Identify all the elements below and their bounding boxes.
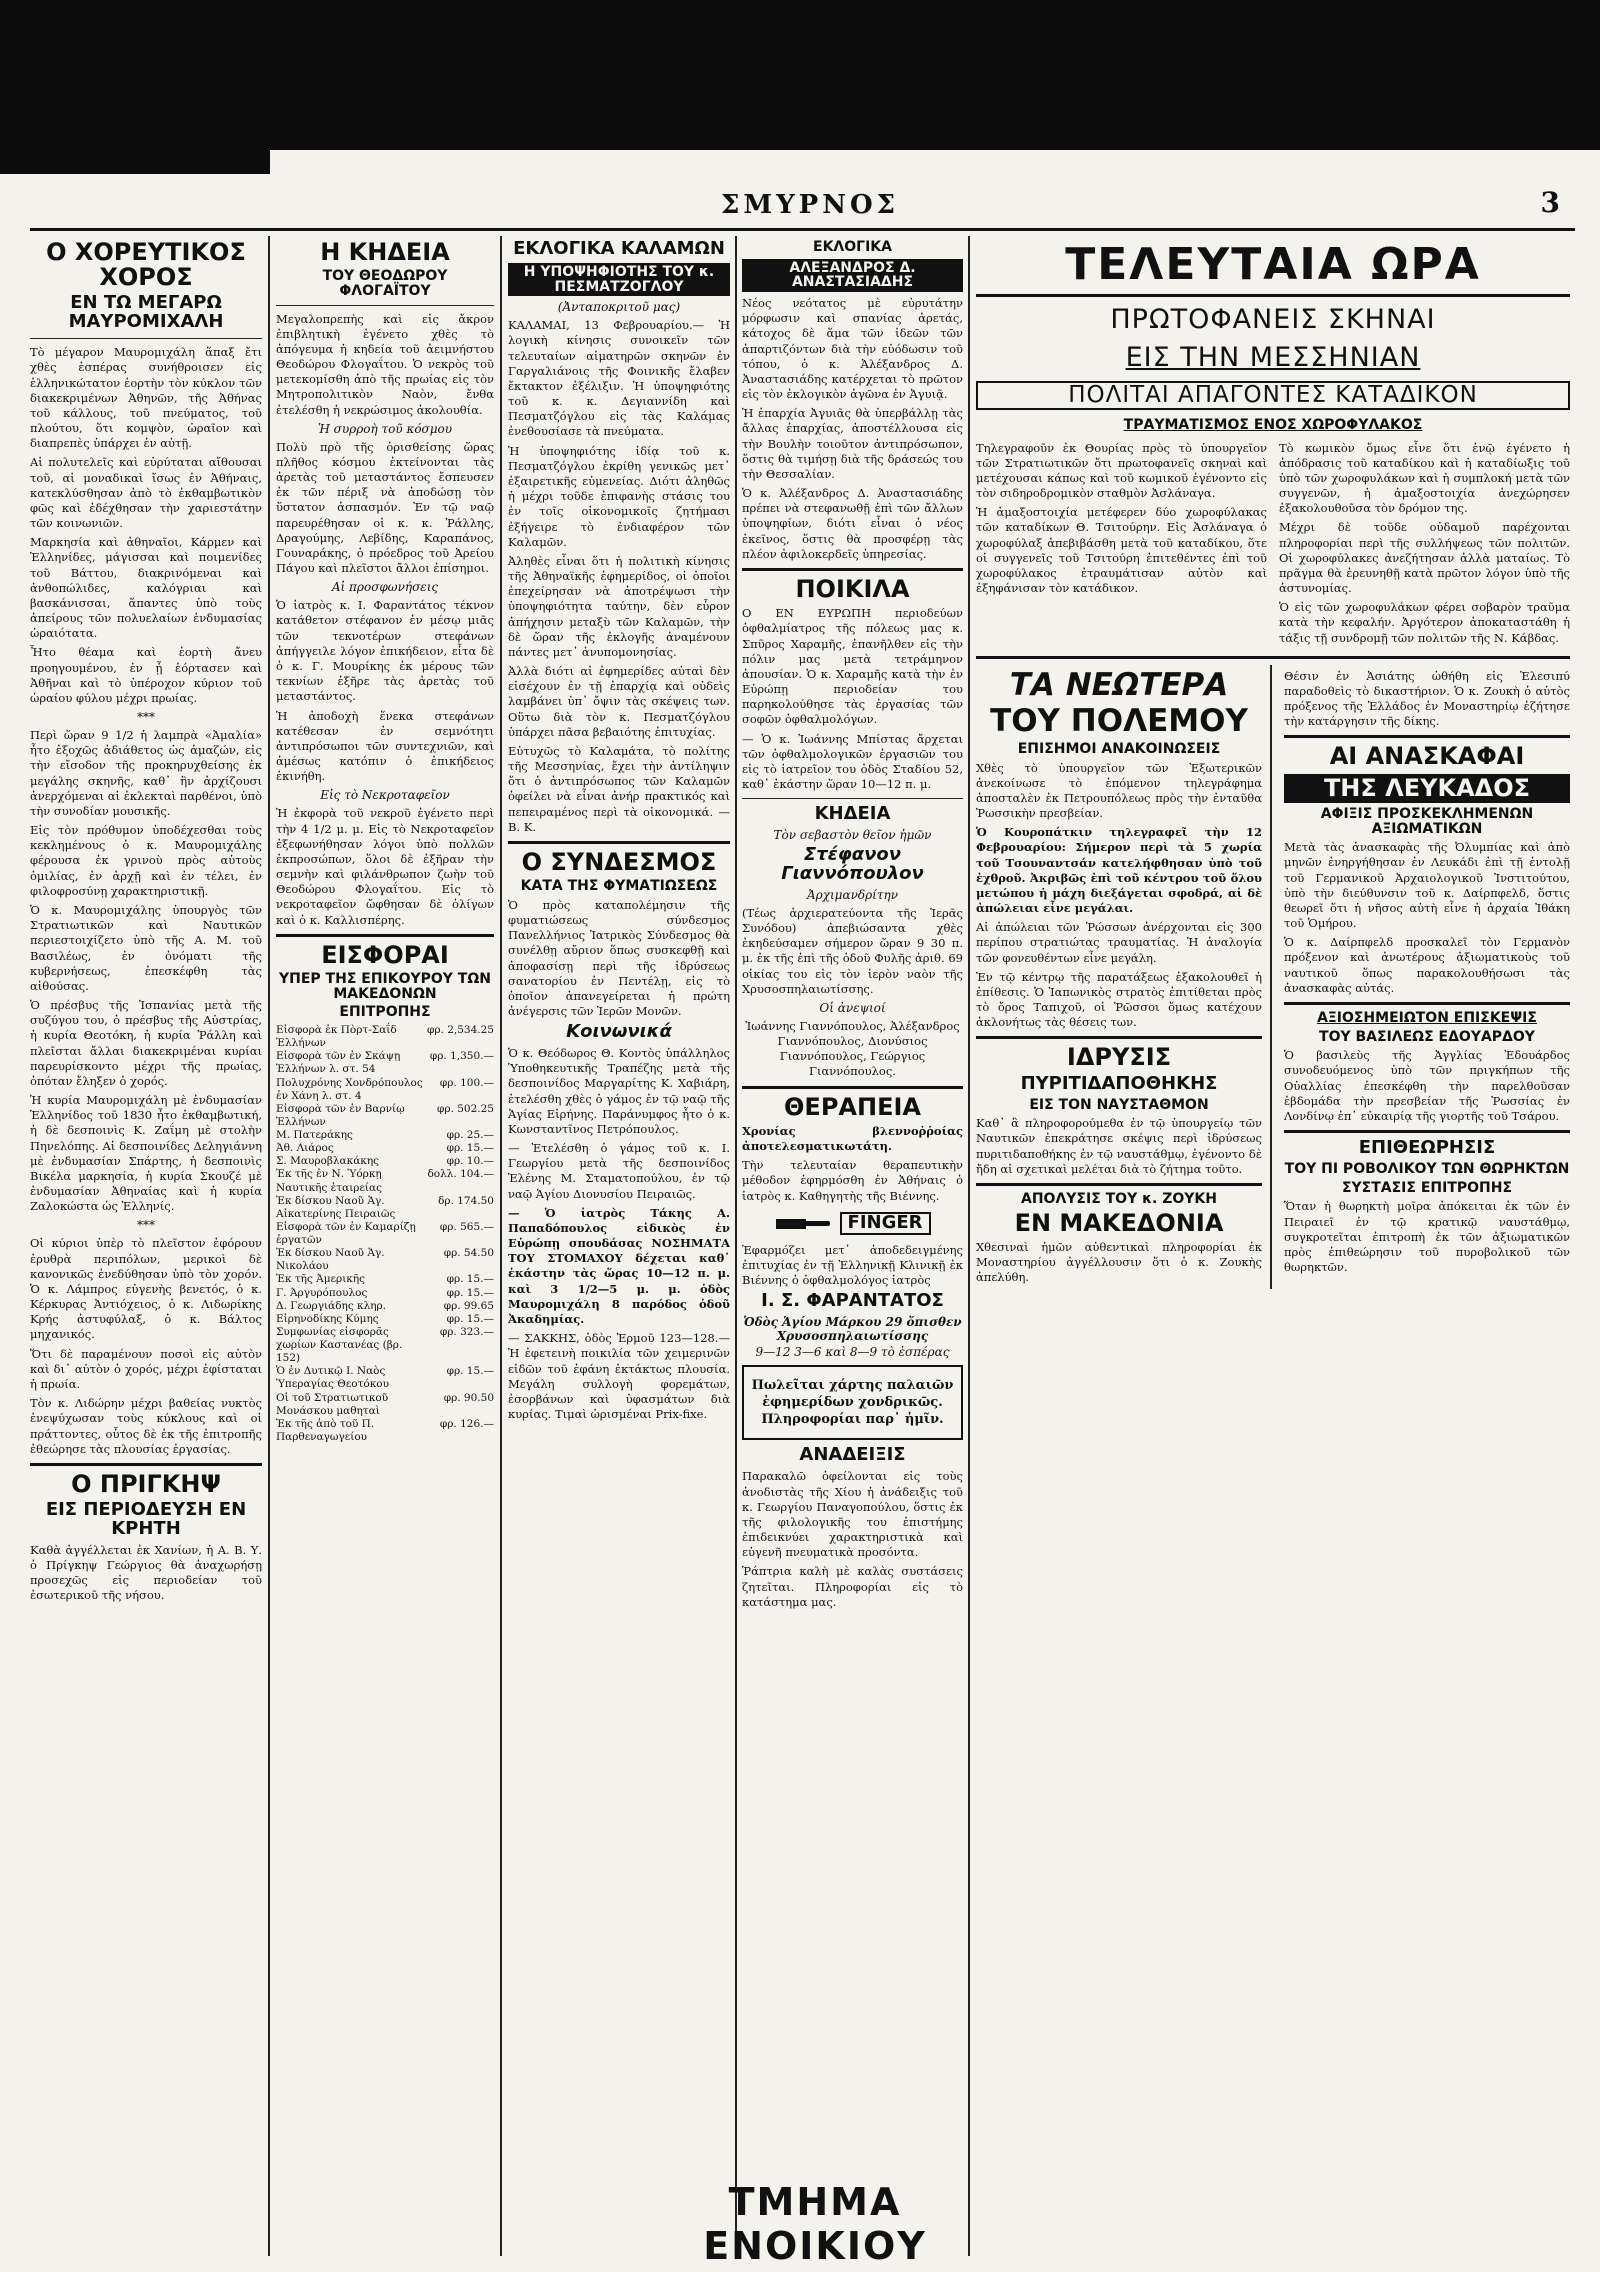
article-paragraph: — Ἐτελέσθη ὁ γάμος τοῦ κ. Ι. Γεωργίου μετὰ τῆς δεσποινίδος Ἑλένης Μ. Σταματοπούλου, ἐν τῷ ναῷ Ἁγίου Διονυσίου Πειραιῶς. [508, 1141, 730, 1201]
contribution-label: Εἰσφορὰ τῶν ἐν Βαρνίῳ Ἑλλήνων [276, 1102, 405, 1128]
column-5 [976, 236, 1570, 2261]
funeral-headline: ΚΗΔΕΙΑ [814, 803, 891, 825]
article-paragraph: Ἦτο θέαμα καὶ ἑορτὴ ἄνευ προηγουμένου, ἐν ᾗ ἑόρτασεν καὶ Ἀθῆναι καὶ τὸ ὑπέροχον κύριον τοῦ ὡραίου φύλου μέχρι πρωίας. [30, 645, 262, 705]
contribution-row [276, 1168, 494, 1194]
article-paragraph: Τηλεγραφοῦν ἐκ Θουρίας πρὸς τὸ ὑπουργεῖον τῶν Στρατιωτικῶν ὅτι πρωτοφανεῖς σκηναὶ καὶ μετέχουσαι κάπως καὶ τοῦ κωμικοῦ ἐγένοντο εἰς τὸν σιδηροδρομικὸν σταθμὸν Ἀσλάναγα. [976, 440, 1267, 501]
divider [742, 568, 963, 571]
contribution-label: Συμφωνίας εἰσφορᾶς χωρίων Καστανέας (βρ. 152) [276, 1325, 403, 1365]
contribution-row [276, 1155, 494, 1168]
article-headline: ΑΞΙΟΣΗΜΕΙΩΤΟΝ ΕΠΙΣΚΕΨΙΣ [1317, 1009, 1537, 1026]
shop-notice: — ΣΑΚΚΗΣ, ὁδὸς Ἑρμοῦ 123—128.— Ἡ ἐφετεινὴ ποικιλία τῶν χειμερινῶν εἰδῶν τοῦ ἐφάνη ἐκτάκτως πλουσία. Μεγάλη συλλογὴ φορεμάτων, ἐσορβάνων καὶ ὑφασμάτων διὰ κυρίας. Τιμαὶ ὡρισμέναι Prix-fixe. [508, 1331, 730, 1422]
contribution-amount: φρ. 25.— [446, 1129, 494, 1141]
scan-black-header-band [0, 0, 1600, 150]
doctor-address: Ὁδὸς Ἁγίου Μάρκου 29 ὄπισθεν Χρυσοσπηλαιωτίσσης [743, 1314, 962, 1343]
article-subheadline: ΤΡΑΥΜΑΤΙΣΜΟΣ ΕΝΟΣ ΧΩΡΟΦΥΛΑΚΟΣ [1123, 416, 1423, 433]
therapy-subheadline: Χρονίας βλεννοῤῥοίας ἀποτελεσματικωτάτη. [742, 1123, 963, 1153]
contribution-row [276, 1300, 494, 1313]
article-subheadline: ΤΟΥ ΘΕΟΔΩΡΟΥ ΦΛΟΓΑΪΤΟΥ [322, 268, 448, 299]
contribution-label: Ἐκ τῆς ἀπὸ τοῦ Π. Παρθεναγωγείου [276, 1417, 375, 1443]
article-subheadline: ΤΟΥ ΠΙ ΡΟΒΟΛΙΚΟΥ ΤΩΝ ΘΩΡΗΚΤΩΝ [1284, 1161, 1570, 1178]
article-subheadline: ΕΙΣ ΤΟΝ ΝΑΥΣΤΑΘΜΟΝ [1029, 1096, 1209, 1113]
last-hour-headline: ΤΕΛΕΥΤΑΙΑ ΩΡΑ [1065, 239, 1481, 290]
article-paragraph: Ὁ Κουροπάτκιν τηλεγραφεῖ τὴν 12 Φεβρουαρίου: Σήμερον περὶ τὰ 5 χωρία τοῦ Τσουναντσάν κατελήφθησαν ὑπὸ τοῦ ἐχθροῦ. Ἀκριβῶς ἐπὶ τοῦ κέντρου τοῦ ὅλου μετώπου ἡ μάχη διεξάγεται σφοδρά, αἱ δὲ ἀπώλειαι εἶνε μεγάλαι. [976, 825, 1262, 916]
article-paragraph: Καθ᾽ ἃ πληροφορούμεθα ἐν τῷ ὑπουργείῳ τῶν Ναυτικῶν ἐπεκράτησε σκέψις περὶ ἱδρύσεως πυριτιδαποθήκης ἐν τῷ ναυστάθμῳ, ἐγένοντο δὲ ἤδη αἱ σχετικαὶ μελέται διὰ τὸ ζήτημα τοῦτο. [976, 1116, 1262, 1176]
article-paragraph: Τὸ μέγαρον Μαυρομιχάλη ἅπαξ ἔτι χθὲς ἑσπέρας συνήθροισεν εἰς ἑλληνικώτατον ἑορτὴν τὸν κύκλον τῶν διακεκριμένων Ἀθηνῶν, τῆς Ἀθήνας τοῦ κάλλους, τοῦ πνεύματος, τοῦ πλούτου, ὅτι κομψὸν, ὡραῖον καὶ διαπρεπὲς ὑπάρχει ἐν αὐτῇ. [30, 345, 262, 451]
article-paragraph: Ὁ πρέσβυς τῆς Ἰσπανίας μετὰ τῆς συζύγου του, ὁ πρέσβυς τῆς Αὐστρίας, ἡ κυρία Θεοτόκη, ἡ κυρία Ῥάλλη καὶ πλεῖσται ἄλλαι διακεκριμέναι κυρίαι παρευρίσκοντο μέχρι τῆς πρωίας, ὁπόταν ἔληξεν ὁ χορός. [30, 998, 262, 1088]
last-hour-left-column [976, 437, 1267, 650]
last-hour-right-column [1279, 437, 1570, 650]
rental-section-headline: ΤΜΗΜΑ ΕΝΟΙΚΙΟΥ [703, 2180, 927, 2268]
contribution-label: Πολυχρόνης Χονδρόπουλος ἐν Χάνη λ. στ. 4 [276, 1076, 423, 1102]
article-headline: ΕΠΙΘΕΩΡΗΣΙΣ [1358, 1137, 1496, 1159]
article-headline: Ο ΣΥΝΔΕΣΜΟΣ [521, 847, 717, 876]
last-hour-article-columns [976, 437, 1570, 650]
war-headline: ΤΟΥ ΠΟΛΕΜΟΥ [990, 703, 1248, 740]
article-subheadline: ΑΛΕΞΑΝΔΡΟΣ Δ. ΑΝΑΣΤΑΣΙΑΔΗΣ [742, 259, 963, 292]
divider [1284, 735, 1570, 738]
contribution-label: Ἀθ. Λιάρος [276, 1142, 334, 1155]
column-4 [742, 236, 963, 2261]
column-divider [735, 236, 737, 2256]
contribution-amount: φρ. 15.— [446, 1286, 494, 1299]
doctor-hours: 9—12 3—6 καὶ 8—9 τὸ ἑσπέρας [755, 1344, 950, 1359]
article-paragraph: Μαρκησία καὶ ἀθηναῖοι, Κάρμεν καὶ Ἑλληνίδες, μάγισσαι καὶ ποιμενίδες τοῦ Βάττου, διακρινόμεναι καὶ ἀνθοπώλιδες, καλόγριαι καὶ βασκάνισσαι, ἅπαντες ὑπὸ τοὺς ἀπείρους τῶν πολυελαίων ἐνδυμασίας ὠραιότατα. [30, 535, 262, 641]
contribution-amount: φρ. 90.50 [443, 1391, 494, 1404]
article-headline: ΠΟΙΚΙΛΑ [795, 574, 910, 603]
section-stars: *** [137, 710, 155, 725]
contribution-amount: φρ. 15.— [446, 1365, 494, 1378]
column-2 [276, 236, 494, 2261]
contribution-amount: δολλ. 104.— [427, 1168, 494, 1181]
contribution-amount: δρ. 174.50 [438, 1194, 494, 1207]
article-paragraph: Ὁ κ. Θεόδωρος Θ. Κοντὸς ὑπάλληλος Ὑποθηκευτικῆς Τραπέζης μετὰ τῆς δεσποινίδος Μαργαρίτης Κ. Χαβιάρη, ἐτελέσθη χθὲς ὁ γάμος ἐν τῷ ναῷ τῆς Ἁγίας Εἰρήνης. Παράνυμφος ἦτο ὁ κ. Κωνσταντῖνος Πετρόπουλος. [508, 1046, 730, 1136]
article-paragraph: Εὐτυχῶς τὸ Καλαμάτα, τὸ πολίτης τῆς Μεσσηνίας, ἔχει τὴν ἀντίληψιν ὅτι ὁ ἀντιπρόσωπος τῶν Καλαμῶν ὀφείλει νὰ εἶναι ἀνήρ πρακτικός καὶ πεπειραμένος περὶ τὰ οἰκονομικά. — Β. Κ. [508, 743, 730, 834]
section-subhead: Αἱ προσφωνήσεις [331, 580, 439, 595]
contribution-label: Ἐκ δίσκου Ναοῦ Ἁγ. Αἰκατερίνης Πειραιῶς [276, 1194, 396, 1220]
contribution-row [276, 1247, 494, 1273]
article-paragraph: Ὁ πρὸς καταπολέμησιν τῆς φυματιώσεως σύνδεσμος Πανελλήνιος Ἰατρικὸς Σύνδεσμος θὰ συνέλθῃ αὔριον ὅπως συσκεφθῇ καὶ ἀποφασίσῃ περὶ τῆς ἱδρύσεως σανατορίου ἐν Πεντέλῃ, εἰς τὸ ὁποῖον ἀπανεγείρεται ἡ πρώτη ἀνέγερσις τῶν Ἱερῶν Μονῶν. [508, 897, 730, 1019]
article-headline: Η ΚΗΔΕΙΑ [320, 238, 450, 266]
article-subheadline: ΕΝ ΜΑΚΕΔΟΝΙΑ [1014, 1208, 1224, 1237]
article-paragraph: Τὸν κ. Λιδώρην μέχρι βαθείας νυκτὸς ἐνεψύχωσαν τοὺς κύκλους καὶ οἱ πράττοντες, οὗτος δὲ ἐκ τῆς ἐπιτροπῆς ἐθεώρησε τὰς πλουσίας ἐργασίας. [30, 1396, 262, 1456]
contribution-amount: φρ. 10.— [446, 1155, 494, 1168]
contribution-label: Ἐκ τῆς Ἀμερικῆς [276, 1273, 366, 1286]
article-headline: ΑΙ ΑΝΑΣΚΑΦΑΙ [1329, 742, 1525, 771]
contribution-row [276, 1050, 494, 1076]
divider [30, 1463, 262, 1466]
contribution-label: Σ. Μαυροβλακάκης [276, 1155, 380, 1168]
article-subheadline: ΤΗΣ ΛΕΥΚΑΔΟΣ [1284, 774, 1570, 803]
divider [976, 656, 1570, 659]
article-paragraph: Περὶ ὥραν 9 1/2 ἡ λαμπρὰ «Ἀμαλία» ἦτο ἐξοχῶς ἀδιάθετος ὡς ἀμαζών, εἰς τὴν εἴσοδον τῆς προκηρυχθείσης ἐκ μεγάλης σκηνῆς, καθ᾽ ἣν ἀρχίζουσι ἀνερχόμεναι αἱ ἐκλεκταὶ παρθένοι, ὑπὸ τὴν συνοδίαν μουσικῆς. [30, 728, 262, 818]
article-paragraph: Οἱ κύριοι ὑπὲρ τὸ πλεῖστον ἐφόρουν ἐρυθρὰ περιπόλων, μερικοὶ δὲ κανονικῶς ἐνεδύθησαν ὑπὸ τὸν χορόν. Ὁ κ. Λάμπρος εὐγενὴς βενετός, ὁ κ. Κέρκυρας Ἀντιόχειος, ὁ κ. Λιδωρίκης Κρής ἀστυφύλαξ, ὁ κ. Βάλτος μηχανικός. [30, 1236, 262, 1342]
article-paragraph: Αἱ ἀπώλειαι τῶν Ῥώσσων ἀνέρχονται εἰς 300 περίπου στρατιώτας τραυματίας. Ἡ ἀναλογία τῶν φονευθέντων εἶνε μεγάλη. [976, 920, 1262, 965]
article-subheadline: ΣΥΣΤΑΣΙΣ ΕΠΙΤΡΟΠΗΣ [1341, 1179, 1513, 1196]
section-subhead: Εἰς τὸ Νεκροταφεῖον [320, 788, 450, 803]
column-divider [268, 236, 270, 2256]
article-headline: Ο ΠΡΙΓΚΗΨ [71, 1469, 221, 1498]
contribution-label: Μ. Πατεράκης [276, 1129, 353, 1141]
page-number: 3 [1540, 186, 1560, 219]
headline-line: ΕΙΣ ΤΗΝ ΜΕΣΣΗΝΙΑΝ [1125, 341, 1421, 373]
contributions-table [276, 1024, 494, 1444]
contribution-row [276, 1418, 494, 1444]
lower-left-column [976, 665, 1272, 1290]
war-headline: ΤΑ ΝΕΩΤΕΡΑ [1009, 666, 1229, 703]
article-paragraph: Ἡ ἐκφορὰ τοῦ νεκροῦ ἐγένετο περὶ τὴν 4 1/2 μ. μ. Εἰς τὸ Νεκροταφεῖον ἐξεφωνήθησαν λόγοι ὑπὸ πολλῶν ἐκπροσώπων, ὅλοι δὲ ἐξῆραν τὴν σεμνὴν καὶ φιλάνθρωπον ζωὴν τοῦ Θεοδώρου Φλογαΐτου. Εἰς τὸ νεκροταφεῖον ὤφθησαν δὲ ὁλίγων καὶ ὁ κ. Καλλισπέρης. [276, 806, 494, 927]
article-headline: ΑΠΟΛΥΣΙΣ ΤΟΥ κ. ΖΟΥΚΗ [1021, 1190, 1217, 1207]
article-paragraph: Χθὲς τὸ ὑπουργεῖον τῶν Ἐξωτερικῶν ἀνεκοίνωσε τὸ ἑπόμενον τηλεγράφημα ἀποσταλὲν ἐκ Πετρουπόλεως πρὸς τὴν ἐνταῦθα Ῥωσσικὴν πρεσβείαν. [976, 760, 1262, 821]
lower-right-column [1284, 665, 1570, 1290]
divider [276, 934, 494, 937]
doctor-name: Ι. Σ. ΦΑΡΑΝΤΑΤΟΣ [761, 1290, 944, 1312]
article-paragraph: Μετὰ τὰς ἀνασκαφὰς τῆς Ὀλυμπίας καὶ ἀπὸ μηνῶν ἐνηργήθησαν ἐν Λευκάδι ἐπὶ τῇ ἐντολῇ τοῦ Γερμανικοῦ Ἀρχαιολογικοῦ Ἰνστιτούτου, ὑπὸ τὴν διεύθυνσιν τοῦ κ. Δαίρπφελδ, ὅστις θεωρεῖ ὅτι ἡ νῆσος αὐτὴ εἶνε ἡ ἀρχαία Ἰθάκη τοῦ Ὁμήρου. [1284, 840, 1570, 931]
article-subheadline: ΚΑΤΑ ΤΗΣ ΦΥΜΑΤΙΩΣΕΩΣ [520, 878, 718, 895]
article-paragraph: Νέος νεότατος μὲ εὐρυτάτην μόρφωσιν καὶ σπανίας ἀρετάς, κάτοχος δὲ ἅμα τῶν ἰδεῶν τῶν ἀπαρτιζόντων διὰ τὴν εὐόδωσιν τοῦ τόπου, ὁ κ. Ἀλέξανδρος Δ. Ἀναστασιάδης κατέρχεται τὸ πρῶτον εἰς τὸν ἐκλογικὸν ἀγῶνα ἐν Ἀγυιᾷ. [742, 296, 963, 402]
article-paragraph: — Ὁ κ. Ἰωάννης Μπίστας ἄρχεται τῶν ὀφθαλμολογικῶν ἐργασιῶν του εἰς τὸ ἰατρεῖον του ὁδὸς Σταδίου 52, καθ᾽ ἑκάστην ὥραν 10—12 π. μ. [742, 731, 963, 792]
article-paragraph: Ὁ εἰς τῶν χωροφυλάκων φέρει σοβαρὸν τραῦμα κατὰ τὴν κεφαλήν. Ἀργότερον ἀποκαταστάθη ἡ τάξις τῇ συνδρομῇ τῶν πολιτῶν τῆς Ν. Κάβδας. [1279, 600, 1570, 645]
social-headline: Κοινωνικά [566, 1021, 672, 1043]
divider [976, 294, 1570, 297]
contribution-label: Ἐκ τῆς ἐν Ν. Ὑόρκῃ Ναυτικῆς ἑταιρείας [276, 1168, 383, 1194]
article-paragraph: Ἡ ἐπαρχία Ἀγυιᾶς θὰ ὑπερβάλλῃ τὰς ἄλλας ἐπαρχίας, ἀποστέλλουσα εἰς τὴν Βουλὴν τοιοῦτον ἀντιπρόσωπον, ὅστις θὰ τιμήσῃ διὰ τῆς δράσεώς του τὴν Θεσσαλίαν. [742, 406, 963, 481]
funeral-intro: Τὸν σεβαστὸν θεῖον ἡμῶν [773, 828, 932, 843]
article-subheadline: Η ΥΠΟΨΗΦΙΟΤΗΣ ΤΟΥ κ. ΠΕΣΜΑΤΖΟΓΛΟΥ [508, 263, 730, 296]
lower-columns [976, 665, 1570, 1290]
divider [976, 1183, 1262, 1186]
therapy-text: Τὴν τελευταίαν θεραπευτικὴν μέθοδον ἐφηρμόσθη ἐν Ἀθήναις ὁ ἰατρὸς κ. Καθηγητὴς τῆς Βιέννης. [742, 1158, 963, 1203]
article-paragraph: Ἡ κυρία Μαυρομιχάλη μὲ ἐνδυμασίαν Ἑλληνίδος τοῦ 1830 ἦτο ἐκθαμβωτική, ἡ δὲ δεσποινὶς Κ. Ζαΐμη μὲ στολὴν Πηνελόπης. Αἱ δεσποινίδες Δεληγιάννη μὲ ἐνδυμασίαν Σπάρτης, ἡ δεσποινὶς Βικέλα μαρκησία, ἡ κυρία Σκουζέ μὲ ἐνδυμασίαν Ἀθηναίας καὶ ἡ κυρία Ζαλοκώστα ὡς Ἑλληνίς. [30, 1093, 262, 1214]
divider [508, 841, 730, 844]
doctor-notice: — Ὁ ἰατρὸς Τάκης Α. Παπαδόπουλος εἰδικὸς ἐν Εὐρώπῃ σπουδάσας ΝΟΣΗΜΑΤΑ ΤΟΥ ΣΤΟΜΑΧΟΥ δέχεται καθ᾽ ἑκάστην τὰς ὥρας 10—12 π. μ. καὶ 3 1/2—5 μ. μ. ὁδὸς Μαυρομιχάλη 8 παρόδος ὁδοῦ Ἀκαδημίας. [508, 1205, 730, 1326]
contribution-amount: φρ. 1,350.— [429, 1050, 494, 1063]
column-1 [30, 236, 262, 2261]
article-paragraph: Μέχρι δὲ τοῦδε οὐδαμοῦ παρέχονται πληροφορίαι περὶ τῆς συλλήψεως τῶν πολιτῶν. Οἱ χωροφύλακες ἀνεζήτησαν ἀλλὰ ματαίως. Τὸ πρᾶγμα θὰ ἐρευνηθῇ κατὰ πρῶτον λόγον ὑπὸ τῆς ἀστυνομίας. [1279, 520, 1570, 596]
article-paragraph: Ἐν τῷ κέντρῳ τῆς παρατάξεως ἐξακολουθεῖ ἡ ἐπίθεσις. Ὁ Ἰαπωνικὸς στρατὸς ἐπιτίθεται πρὸς τὸ ὄρος Ταπιχοῦ, οἱ Ῥῶσσοι ὅμως κατέχουν ἀκλονήτως τὰς θέσεις των. [976, 969, 1262, 1030]
contribution-row [276, 1365, 494, 1391]
article-paragraph: Ὅταν ἡ θωρηκτὴ μοῖρα ἀπόκειται ἐκ τῶν ἐν Πειραιεῖ ἐν τῷ κρατικῷ ναυστάθμῳ, συγκροτεῖται ἐπιτροπὴ ἐκ τῶν ἀξιωματικῶν πρὸς ἐπιθεώρησιν τοῦ πυροβολικοῦ τῶν θωρηκτῶν. [1284, 1199, 1570, 1275]
contribution-row [276, 1273, 494, 1286]
contribution-row [276, 1195, 494, 1221]
divider [30, 338, 262, 339]
article-paragraph: Ὅτι δὲ παραμένουν ποσοὶ εἰς αὐτὸν καὶ δι᾽ αὐτὸν ὁ χορός, μέχρι ἐφίσταται ἡ πρωία. [30, 1346, 262, 1391]
divider [1284, 1130, 1570, 1133]
section-subhead: Ἡ συρροὴ τοῦ κόσμου [317, 421, 453, 436]
section-stars: *** [137, 1218, 155, 1233]
contribution-amount: φρ. 100.— [439, 1076, 494, 1089]
article-paragraph: Ὁ κ. Μαυρομιχάλης ὑπουργὸς τῶν Στρατιωτικῶν καὶ Ναυτικῶν περιεστοιχίζετο ὑπὸ τῆς Α. Μ. τοῦ Βασιλέως, ἐν ὀνόματι τῆς κυβερνήσεως, ἐπεσκέφθη τὰς αἰθούσας. [30, 903, 262, 993]
contribution-row [276, 1103, 494, 1129]
contribution-row [276, 1392, 494, 1418]
divider [742, 1086, 963, 1089]
therapy-text: Ἐφαρμόζει μετ᾽ ἀποδεδειγμένης ἐπιτυχίας ἐν τῇ Ἑλληνικῇ Κλινικῇ ἐκ Βιέννης ὁ ὀφθαλμολόγος ἰατρὸς [742, 1242, 963, 1287]
article-paragraph: Ο ΕΝ ΕΥΡΩΠΗ περιοδεύων ὀφθαλμίατρος τῆς πόλεως μας κ. Σπῦρος Χαραμῆς, ἐπανῆλθεν εἰς τὴν πόλιν μας μετὰ τετράμηνον ἀπουσίαν. Ὁ κ. Χαραμῆς κατὰ τὴν ἐν Εὐρώπῃ περιοδείαν του παρηκολούθησε τὰς ἐργασίας τῶν σοφῶν ὀφθαλμολόγων. [742, 606, 963, 727]
contribution-label: Εἰσφορὰ τῶν ἐν Σκάψῃ Ἑλλήνων λ. στ. 54 [276, 1050, 401, 1076]
article-paragraph: ΚΑΛΑΜΑΙ, 13 Φεβρουαρίου.— Ἡ λογικὴ κίνησις συνοικεῖν τῶν τελευταίων αἱματηρῶν σκηνῶν ἐν Γαργαλιάνοις τῆς Φοινικῆς ἔλαβεν ἔκτακτον ἐξέλιξιν. Ἡ ὑποψηφιότης τοῦ κ. κ. Δεγιαννίδη καὶ Πεσματζόγλου εἰς τὰς Καλάμας ἐνεθουσίασε τὰ πνεύματα. [508, 318, 730, 439]
contributions-headline: ΕΙΣΦΟΡΑΙ [321, 940, 449, 969]
contribution-amount: φρ. 54.50 [443, 1247, 494, 1260]
contribution-label: Οἱ τοῦ Στρατιωτικοῦ Μονάσκου μαθηταὶ [276, 1391, 389, 1417]
headline-line: ΠΡΩΤΟΦΑΝΕΙΣ ΣΚΗΝΑΙ [1110, 304, 1436, 336]
funeral-role: Ἀρχιμανδρίτην [806, 887, 898, 902]
article-byline: (Ἀνταποκριτοῦ μας) [557, 300, 681, 315]
article-subheadline: ΠΥΡΙΤΙΔΑΠΟΘΗΚΗΣ [1020, 1072, 1218, 1094]
scan-black-edge [0, 150, 270, 174]
article-paragraph: Ὁ βασιλεὺς τῆς Ἀγγλίας Ἐδουάρδος συνοδευόμενος ὑπὸ τῶν πριγκήπων τῆς Οὐαλλίας ἐπεσκέφθη τὴν παρελθοῦσαν ἑβδομάδα τὴν πρεσβείαν τῆς Ῥωσσίας ἐν Λονδίνῳ ἐπ᾽ εὐκαιρίᾳ τῆς γιορτῆς τοῦ Τσάρου. [1284, 1048, 1570, 1123]
contribution-row [276, 1221, 494, 1247]
article-paragraph: Αἱ πολυτελεῖς καὶ εὐρύταται αἴθουσαι τοῦ, αἱ μοναδικαὶ ἴσως ἐν Ἀθήναις, κατεκλύσθησαν ἀπὸ τὸ ἐκθαμβωτικὸν φῶς καὶ ἐδέχθησαν τὴν χαριεστάτην τῶν κοινωνιῶν. [30, 455, 262, 531]
funeral-signers-title: Οἱ ἀνεψιοί [819, 1000, 886, 1015]
article-subheadline: ΕΝ ΤΩ ΜΕΓΑΡΩ ΜΑΥΡΟΜΙΧΑΛΗ [68, 292, 224, 333]
contribution-row [276, 1077, 494, 1103]
article-paragraph: Παρακαλῶ ὀφείλονται εἰς τοὺς ἀνοδιστὰς τῆς Χίου ἡ ἀνάδειξις τοῦ κ. Γεωργίου Παναγοπούλου, ὅστις ἐκ τῆς φιλολογικῆς του ἐπιστήμης ἐπιδεικνύει χαρακτηριστικὰ καὶ εὐγενῆ πνευματικὰ προσόντα. [742, 1469, 963, 1560]
contribution-amount: φρ. 99.65 [443, 1299, 494, 1312]
article-paragraph: Ὁ ἰατρὸς κ. Ι. Φαραντάτος τέκνον κατάθετον στέφανον ἐν μέσῳ μιᾶς τῶν τεκνοτέρων στεφάνων ἀπήγγειλε λόγον ἐπικήδειον, εἶτα δὲ ὁ κ. Γ. Μουρίκης ἐκ μέρους τῶν τεκνίων ἐξῆρε τὰς ἀρετὰς τοῦ μεταστάντος. [276, 598, 494, 704]
divider [742, 798, 963, 799]
article-paragraph: Ἀλλὰ διότι αἱ ἐφημερίδες αὐταὶ δὲν εἰσέχουν ἐν τῇ ἐπαρχίᾳ καὶ οὐδεὶς λαμβάνει ὑπ᾽ ὄψιν τὰς σκέψεις των. Οὕτω διὰ τὸν κ. Πεσματζόγλου ὑπάρχει πᾶσα βεβαιότης ἐπιτυχίας. [508, 664, 730, 739]
finger-ad-row [742, 1208, 963, 1239]
article-paragraph: Θέσιν ἐν Ἀσιάτης ὡθήθη εἰς Ἑλεσιπύ παραδοθεὶς τὸ δικαστήριον. Ὁ κ. Ζουκὴ ὁ αὐτὸς πρόξενος τῆς Ἑλλάδος ἐν Μοναστηρίῳ ἐζήτησε τὴν κατάργησιν τῆς δίκης. [1284, 668, 1570, 729]
article-paragraph: Χθεσιναὶ ἡμῶν αὐθεντικαὶ πληροφορίαι ἐκ Μοναστηρίου ἀγγέλλουσιν ὅτι ὁ κ. Ζουκὴς ἀπελύθη. [976, 1239, 1262, 1285]
article-paragraph: Ἡ ἀμαξοστοιχία μετέφερεν δύο χωροφύλακας τῶν καταδίκων Θ. Τσιτούρην. Εἰς Ἀσλάναγα ὁ χωροφύλαξ ἀπεβιβάσθη μετὰ τοῦ καταδίκου, ὅτε οἱ συγγενεῖς τοῦ Τσιτούρη ἐπιτεθέντες ἐπὶ τοῦ χωροφύλακος ἐτραυμάτισαν αὐτὸν καὶ ἐξηφάνισαν τὸν κατάδικον. [976, 505, 1267, 596]
newspaper-masthead: ΣΜΥΡΝΟΣ [720, 190, 900, 220]
article-subheadline: ΑΦΙΞΙΣ ΠΡΟΣΚΕΚΛΗΜΕΝΩΝ ΑΞΙΩΜΑΤΙΚΩΝ [1320, 805, 1534, 837]
masthead-rule [30, 228, 1575, 231]
contributions-subheadline: ΥΠΕΡ ΤΗΣ ΕΠΙΚΟΥΡΟΥ ΤΩΝ ΜΑΚΕΔΟΝΩΝ [279, 970, 491, 1002]
article-paragraph: Τὸ κωμικὸν ὅμως εἶνε ὅτι ἐνῷ ἐγένετο ἡ ἀπόδρασις τοῦ καταδίκου καὶ ἡ καταδίωξις τοῦ ὑπὸ τῶν χωροφυλάκων καὶ ἡ συμπλοκή μετὰ τῶν συγγενῶν, ἡ ἀμαξοστοιχία ἀνεχώρησεν ἐξακολουθοῦσα τὸν δρόμον της. [1279, 440, 1570, 516]
contribution-label: Ὁ ἐν Δυτικῷ Ι. Ναὸς Ὑπεραγίας Θεοτόκου [276, 1365, 390, 1391]
contribution-row [276, 1287, 494, 1300]
article-paragraph: Καθὰ ἀγγέλλεται ἐκ Χανίων, ἡ Α. Β. Υ. ὁ Πρίγκηψ Γεώργιος θὰ ἀναχωρήσῃ προσεχῶς εἰς περιοδείαν τοῦ ἐσωτερικοῦ τῆς νήσου. [30, 1542, 262, 1603]
article-paragraph: Ἡ ὑποψηφιότης ἰδίᾳ τοῦ κ. Πεσματζόγλου ἐκρίθη γενικῶς μετ᾽ ἐξαιρετικῆς εὐμενείας. Διότι ἀληθῶς ἡ μέχρι τοῦδε ἐπιφανὴς στάσις του ἐν τοῖς οἰκονομικοῖς ζητήμασι ἐξήγειρε τὸ ἐνδιαφέρον τῶν Καλαμῶν. [508, 443, 730, 549]
contributions-subheadline: ΕΠΙΤΡΟΠΗΣ [339, 1004, 431, 1021]
contribution-label: Δ. Γεωργιάδης κληρ. [276, 1299, 387, 1312]
paper-sale-ad [742, 1365, 963, 1440]
contribution-label: Ἐκ δίσκου Ναοῦ Ἁγ. Νικολάου [276, 1247, 385, 1273]
article-headline: ΕΚΛΟΓΙΚΑ [813, 239, 892, 255]
war-subheadline: ΕΠΙΣΗΜΟΙ ΑΝΑΚΟΙΝΩΣΕΙΣ [1017, 740, 1221, 757]
contribution-label: Εἰρηνοδίκης Κύμης [276, 1312, 379, 1325]
contribution-amount: φρ. 15.— [446, 1273, 494, 1286]
contribution-row [276, 1326, 494, 1365]
paper-sale-text: Πωλεῖται χάρτης παλαιῶν ἐφημερίδων χονδρικῶς. Πληροφορίαι παρ᾽ ἡμῖν. [751, 1377, 954, 1428]
contribution-row [276, 1313, 494, 1326]
article-headline: ΙΔΡΥΣΙΣ [1066, 1043, 1172, 1072]
article-paragraph: Μεγαλοπρεπὴς καὶ εἰς ἄκρον ἐπιβλητικὴ ἐγένετο χθὲς τὸ ἀπόγευμα ἡ κηδεία τοῦ ἀειμνήστου Θεοδώρου Φλογαΐτου. Ὁ νεκρὸς τοῦ μετεκομίσθη ἀπὸ τῆς πρωίας εἰς τὸν Μητροπολιτικὸν Ναὸν, ἔνθα ἐτελέσθη ἡ νεκρώσιμος ἀκολουθία. [276, 311, 494, 417]
article-paragraph: Ὁ κ. Δαίρπφελδ προσκαλεῖ τὸν Γερμανὸν πρόξενον καὶ ἀνωτέρους ἀξιωματικοὺς τοῦ ναυτικοῦ ὅπως παρακολουθήσωσι τὰς ἀνασκαφὰς αὐτάς. [1284, 935, 1570, 995]
divider [276, 305, 494, 306]
contribution-amount: φρ. 565.— [439, 1220, 494, 1233]
funeral-text: (Τέως ἀρχιερατεύοντα τῆς Ἱερᾶς Συνόδου) ἀπεβιώσαντα χθὲς ἐκηδεύσαμεν σήμερον ὥραν 9 30 π. μ. ἐκ τῆς ἐπὶ τῆς ὁδοῦ Φυλῆς ἀριθ. 69 οἰκίας του εἰς τὸν ἱερὸν ναὸν τῆς Χρυσοσπηλαιωτίσσης. [742, 905, 963, 996]
pointing-hand-icon [774, 1211, 834, 1235]
funeral-name: Στέφανον Γιαννόπουλον [781, 844, 924, 885]
divider [976, 1036, 1262, 1039]
contribution-amount: φρ. 15.— [446, 1142, 494, 1155]
finger-label: FINGER [840, 1212, 931, 1235]
contribution-amount: φρ. 323.— [439, 1325, 494, 1338]
column-divider [968, 236, 970, 2256]
contribution-label: Εἰσφορὰ τῶν ἐν Καμαρίζῃ ἐργατῶν [276, 1220, 416, 1246]
contribution-amount: φρ. 2,534.25 [427, 1024, 494, 1036]
article-paragraph: Ῥάπτρια καλὴ μὲ καλὰς συστάσεις ζητεῖται. Πληροφορίαι εἰς τὸ κατάστημα μας. [742, 1564, 963, 1609]
article-paragraph: Ἡ ἀποδοχὴ ἕνεκα στεφάνων κατέθεσαν ἐν σεμνότητι ἀντιπρόσωποι τῶν συντεχνιῶν, καὶ ἀμέσως κατόπιν ὁ ἐπικήδειος ἐκινήθη. [276, 708, 494, 784]
article-paragraph: Εἰς τὸν πρόθυμον ὑποδέχεσθαι τοὺς κεκλημένους ὁ κ. Μαυρομιχάλης φέρουσα ἐκ γρινοὺ πρὸς αὐτοὺς ὁμιλίας, ἐν ἀρχῇ καὶ ἐν τέλει, ἐν φιλοφροσύνῃ χαρακτηριστικῇ. [30, 823, 262, 898]
article-subheadline: ΕΙΣ ΠΕΡΙΟΔΕΥΣΗ ΕΝ ΚΡΗΤΗ [45, 1499, 247, 1539]
contribution-label: Γ. Ἀργυρόπουλος [276, 1286, 368, 1299]
contribution-amount: φρ. 126.— [439, 1417, 494, 1430]
article-paragraph: Ἀληθὲς εἶναι ὅτι ἡ πολιτικὴ κίνησις τῆς Ἀθηναϊκῆς ἐφημερίδος, οἱ ὁποῖοι ἐπεχείρησαν νὰ ἀποτρέψωσι τὴν ὑποψηφιότητα ταύτην, δὲν εὗρον ἀπήχησιν μεταξὺ τῶν Καλαμῶν, τὴν δὲ ὥραν τῆς ἐκλογῆς ἀναμένουν πάντες μετ᾽ ἀνυπομονησίας. [508, 553, 730, 659]
headline-line: ΠΟΛΙΤΑΙ ΑΠΑΓΟΝΤΕΣ ΚΑΤΑΔΙΚΟΝ [976, 381, 1570, 410]
therapy-headline: ΘΕΡΑΠΕΙΑ [784, 1092, 921, 1121]
contribution-row [276, 1024, 494, 1050]
column-3 [508, 236, 730, 2261]
contribution-row [276, 1129, 494, 1142]
divider [1284, 1002, 1570, 1005]
article-paragraph: Πολὺ πρὸ τῆς ὁρισθείσης ὥρας πλῆθος κόσμου ἐκτείνονται τὰς ἀρετὰς τοῦ μεταστάντος ἔσπευσεν ἐκ τῶν πέριξ νὰ ἀποδώσῃ τὸν ὕστατον ἀσπασμόν. Ἐν τῷ ναῷ παρευρέθησαν οἱ κ. κ. Ῥάλλης, Δραγούμης, Λεβίδης, Καραπάνος, Γουναράκης, ὁ πρόεδρος τοῦ Ἀρείου Πάγου καὶ πλεῖστοι ἄλλοι ἐπίσημοι. [276, 439, 494, 576]
article-paragraph: Ὁ κ. Ἀλέξανδρος Δ. Ἀναστασιάδης πρέπει νὰ στεφανωθῇ ἐπὶ τῶν ἄλλων ὑποψηφίων, διότι εἶναι ὁ νέος ἐκεῖνος, ὅστις θὰ προσφέρῃ τὰς πλέον ἀφιλοκερδεῖς ὑπηρεσίας. [742, 486, 963, 561]
article-headline: ΑΝΑΔΕΙΞΙΣ [799, 1444, 906, 1466]
contribution-amount: φρ. 15.— [446, 1312, 494, 1325]
article-headline: Ο ΧΟΡΕΥΤΙΚΟΣ ΧΟΡΟΣ [46, 238, 246, 292]
contribution-amount: φρ. 502.25 [437, 1102, 494, 1115]
contribution-row [276, 1142, 494, 1155]
funeral-signers: Ἰωάννης Γιαννόπουλος, Ἀλέξανδρος Γιαννόπουλος, Διονύσιος Γιαννόπουλος, Γεώργιος Γιαννόπουλος. [745, 1018, 960, 1079]
article-headline: ΕΚΛΟΓΙΚΑ ΚΑΛΑΜΩΝ [513, 238, 725, 259]
contribution-label: Εἰσφορὰ ἐκ Πὸρτ-Σαΐδ Ἐλλήνων [276, 1024, 397, 1050]
article-subheadline: ΤΟΥ ΒΑΣΙΛΕΩΣ ΕΔΟΥΑΡΔΟΥ [1319, 1028, 1535, 1045]
column-divider [500, 236, 502, 2256]
